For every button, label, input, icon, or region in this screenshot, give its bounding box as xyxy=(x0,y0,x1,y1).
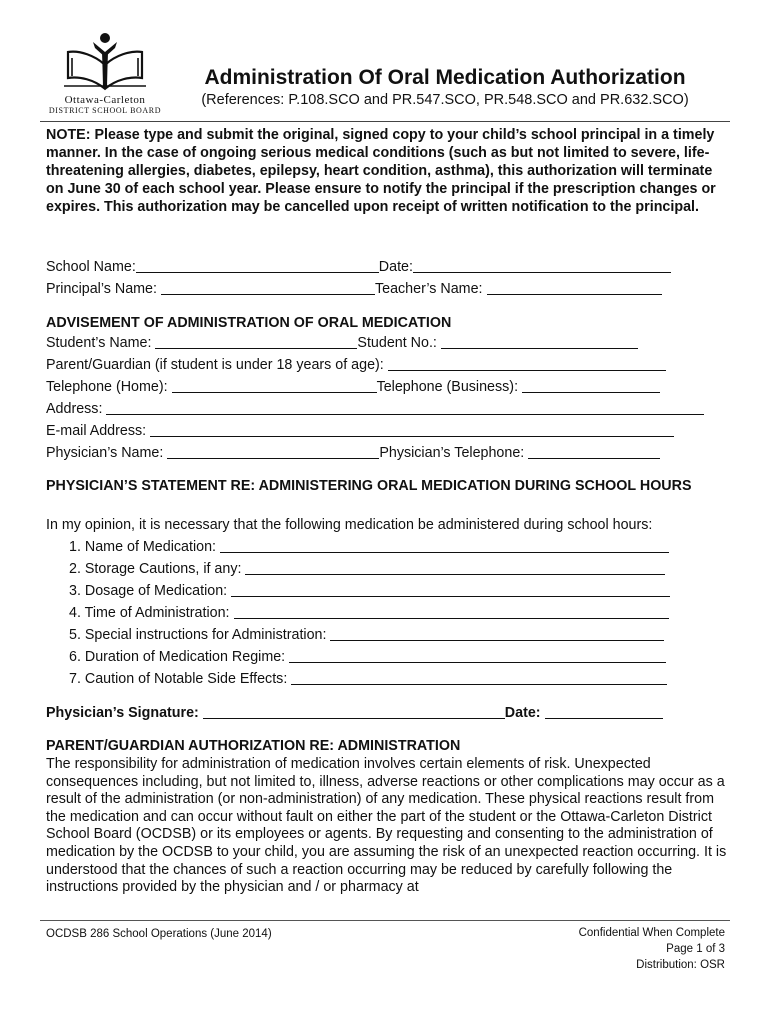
footer-divider xyxy=(40,920,730,921)
side-effects-field[interactable] xyxy=(291,669,667,685)
dosage-field[interactable] xyxy=(231,581,670,597)
header-divider xyxy=(40,121,730,122)
storage-cautions-field[interactable] xyxy=(245,559,665,575)
confidential-text: Confidential When Complete xyxy=(578,927,725,939)
email-row xyxy=(46,421,686,441)
form-id: OCDSB 286 School Operations (June 2014) xyxy=(46,928,272,940)
address-row xyxy=(46,399,686,419)
physician-name-label: Physician’s Name: xyxy=(46,445,164,461)
distribution-text: Distribution: OSR xyxy=(636,959,725,971)
address-field[interactable] xyxy=(106,399,704,415)
principal-name-field[interactable] xyxy=(161,279,375,295)
student-name-field[interactable] xyxy=(155,333,357,349)
signature-row xyxy=(46,703,686,723)
physician-name-field[interactable] xyxy=(167,443,379,459)
student-no-label: Student No.: xyxy=(357,335,437,351)
teacher-name-label: Teacher’s Name: xyxy=(374,281,483,297)
duration-label: 6. Duration of Medication Regime: xyxy=(69,649,286,665)
telephone-business-field[interactable] xyxy=(522,377,660,393)
storage-cautions-label: 2. Storage Cautions, if any: xyxy=(69,561,242,577)
medication-item xyxy=(69,603,709,623)
parent-authorization-body: The responsibility for administration of medication involves certain elements of risk. Unexpected consequences including, but not limited to, illness, adverse reactions or other complications may occur as a result of the administration (or non-administration) of any medication. These physical reactions result from the medication and can occur without fault on either the part of the student or the Ottawa-Carleton District School Board (OCDSB) or its employees or agents. By requesting and consenting to the administration of medication by the OCDSB to your child, you are assuming the risk of an unexpected reaction occurring. It is understood that the chances of such a reaction occurring may be reduced by carefully following the instructions provided by the physician and / or pharmacy at xyxy=(46,756,727,896)
ocdsb-logo xyxy=(40,30,170,130)
email-label: E-mail Address: xyxy=(46,423,147,439)
medication-item xyxy=(69,581,709,601)
parent-guardian-field[interactable] xyxy=(388,355,666,371)
medication-name-label: 1. Name of Medication: xyxy=(69,539,217,555)
telephone-home-field[interactable] xyxy=(172,377,377,393)
signature-date-label: Date: xyxy=(504,705,541,721)
form-references: (References: P.108.SCO and PR.547.SCO, PR.548.SCO and PR.632.SCO) xyxy=(201,92,689,108)
medication-item xyxy=(69,537,709,557)
student-row xyxy=(46,333,686,353)
side-effects-label: 7. Caution of Notable Side Effects: xyxy=(69,671,288,687)
student-no-field[interactable] xyxy=(441,333,638,349)
duration-field[interactable] xyxy=(289,647,666,663)
medication-name-field[interactable] xyxy=(220,537,669,553)
physician-row xyxy=(46,443,686,463)
school-name-field[interactable] xyxy=(136,257,379,273)
address-label: Address: xyxy=(46,401,103,417)
school-name-label: School Name: xyxy=(46,259,136,275)
physician-telephone-field[interactable] xyxy=(528,443,660,459)
parent-row xyxy=(46,355,686,375)
physician-signature-field[interactable] xyxy=(203,703,505,719)
student-name-label: Student’s Name: xyxy=(46,335,152,351)
date-label: Date: xyxy=(378,259,413,275)
time-of-administration-label: 4. Time of Administration: xyxy=(69,605,230,621)
book-figure-icon xyxy=(60,30,150,92)
telephone-row xyxy=(46,377,686,397)
parent-guardian-label: Parent/Guardian (if student is under 18 years of age): xyxy=(46,357,384,373)
form-title: Administration Of Oral Medication Authorization xyxy=(204,66,686,89)
time-of-administration-field[interactable] xyxy=(234,603,669,619)
telephone-business-label: Telephone (Business): xyxy=(376,379,519,395)
medication-item xyxy=(69,647,709,667)
physician-statement-intro: In my opinion, it is necessary that the following medication be administered during school hours: xyxy=(46,517,653,533)
physician-statement-heading: PHYSICIAN’S STATEMENT RE: ADMINISTERING ORAL MEDICATION DURING SCHOOL HOURS xyxy=(46,478,692,494)
email-field[interactable] xyxy=(150,421,674,437)
logo-line-2: DISTRICT SCHOOL BOARD xyxy=(48,106,162,115)
physician-signature-label: Physician’s Signature: xyxy=(46,705,199,721)
special-instructions-field[interactable] xyxy=(330,625,664,641)
signature-date-field[interactable] xyxy=(545,703,663,719)
advisement-heading: ADVISEMENT OF ADMINISTRATION OF ORAL MEDICATION xyxy=(46,315,452,331)
page-number: Page 1 of 3 xyxy=(666,943,725,955)
note-paragraph: NOTE: Please type and submit the original, signed copy to your child’s school principal in a timely manner. In the case of ongoing serious medical conditions (such as but not limited to severe, life-threatening allergies, diabetes, epilepsy, heart condition, asthma), this authorization will terminate on June 30 of each school year. Please ensure to notify the principal if the prescription changes or expires. This authorization may be cancelled upon receipt of written notification to the principal. xyxy=(46,127,716,215)
footer-info xyxy=(579,925,725,973)
logo-line-1: Ottawa-Carleton xyxy=(64,94,146,106)
telephone-home-label: Telephone (Home): xyxy=(46,379,168,395)
principal-name-label: Principal’s Name: xyxy=(46,281,157,297)
school-row xyxy=(46,257,686,277)
special-instructions-label: 5. Special instructions for Administration: xyxy=(69,627,327,643)
medication-item xyxy=(69,559,709,579)
principal-row xyxy=(46,279,686,299)
teacher-name-field[interactable] xyxy=(487,279,662,295)
medication-item xyxy=(69,625,709,645)
date-field[interactable] xyxy=(413,257,671,273)
physician-telephone-label: Physician’s Telephone: xyxy=(379,445,525,461)
medication-item xyxy=(69,669,709,689)
parent-authorization-heading: PARENT/GUARDIAN AUTHORIZATION RE: ADMINISTRATION xyxy=(46,738,461,754)
dosage-label: 3. Dosage of Medication: xyxy=(69,583,228,599)
